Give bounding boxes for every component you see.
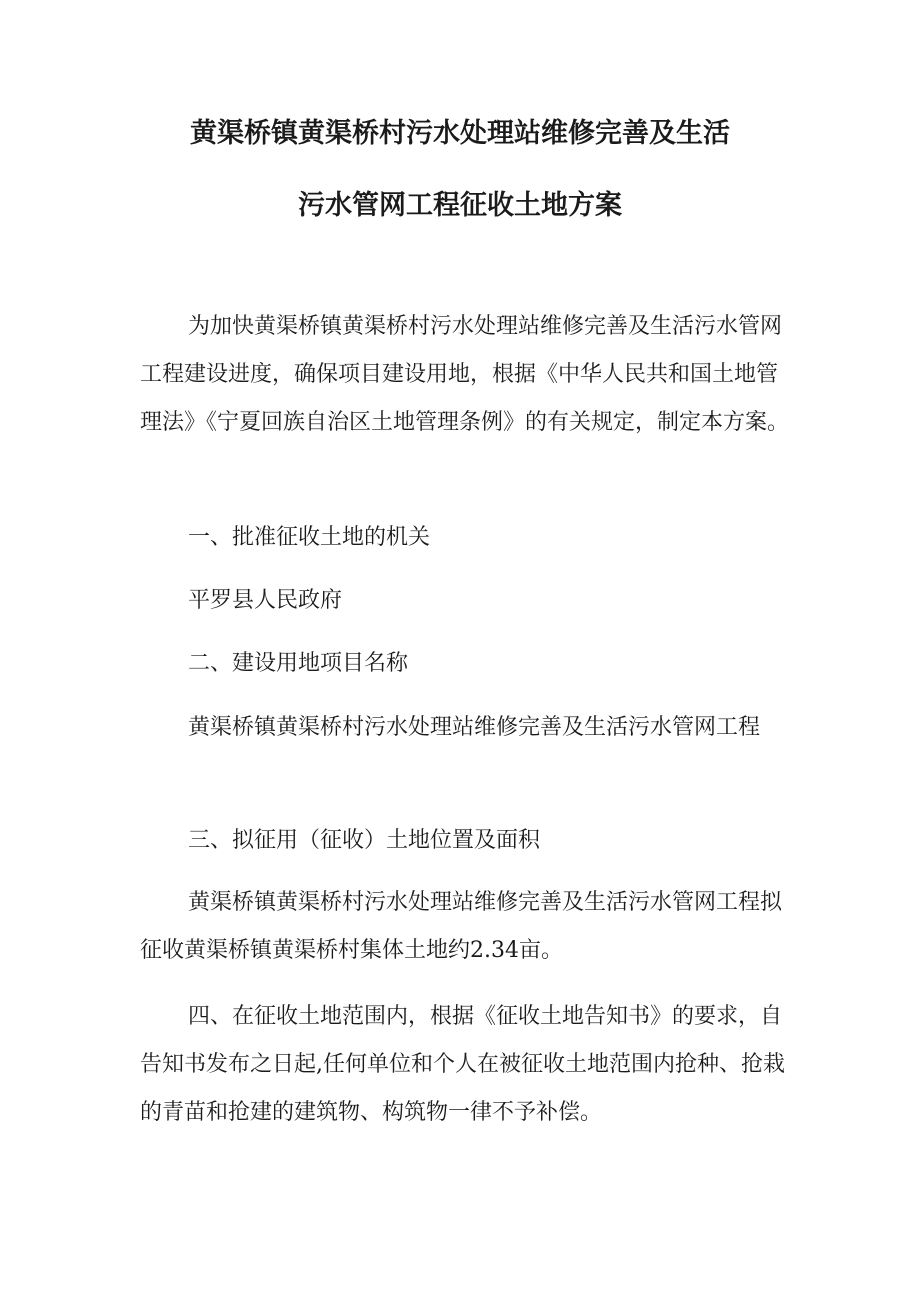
section-heading-3: 三、拟征用（征收）土地位置及面积 (188, 828, 541, 853)
section-content-4: 四、在征收土地范围内，根据《征收土地告知书》的要求，自告知书发布之日起,任何单位和个人在被征收土地范围内抢种、抢栽的青苗和抢建的建筑物、构筑物一律不予补偿。 (140, 1004, 785, 1125)
section-content-1: 平罗县人民政府 (188, 588, 343, 613)
section-heading-2: 二、建设用地项目名称 (188, 651, 409, 676)
section-content-2: 黄渠桥镇黄渠桥村污水处理站维修完善及生活污水管网工程 (188, 715, 761, 740)
section-heading-1: 一、批准征收土地的机关 (188, 525, 431, 550)
intro-paragraph: 为加快黄渠桥镇黄渠桥村污水处理站维修完善及生活污水管网工程建设进度，确保项目建设用地，根据《中华人民共和国土地管理法》《宁夏回族自治区土地管理条例》的有关规定，制定本方案。 (140, 314, 790, 435)
document-title-line-2: 污水管网工程征收土地方案 (298, 190, 622, 221)
document-title-line-1: 黄渠桥镇黄渠桥村污水处理站维修完善及生活 (190, 118, 730, 149)
section-content-3: 黄渠桥镇黄渠桥村污水处理站维修完善及生活污水管网工程拟征收黄渠桥镇黄渠桥村集体土地约2.34亩。 (140, 890, 783, 963)
